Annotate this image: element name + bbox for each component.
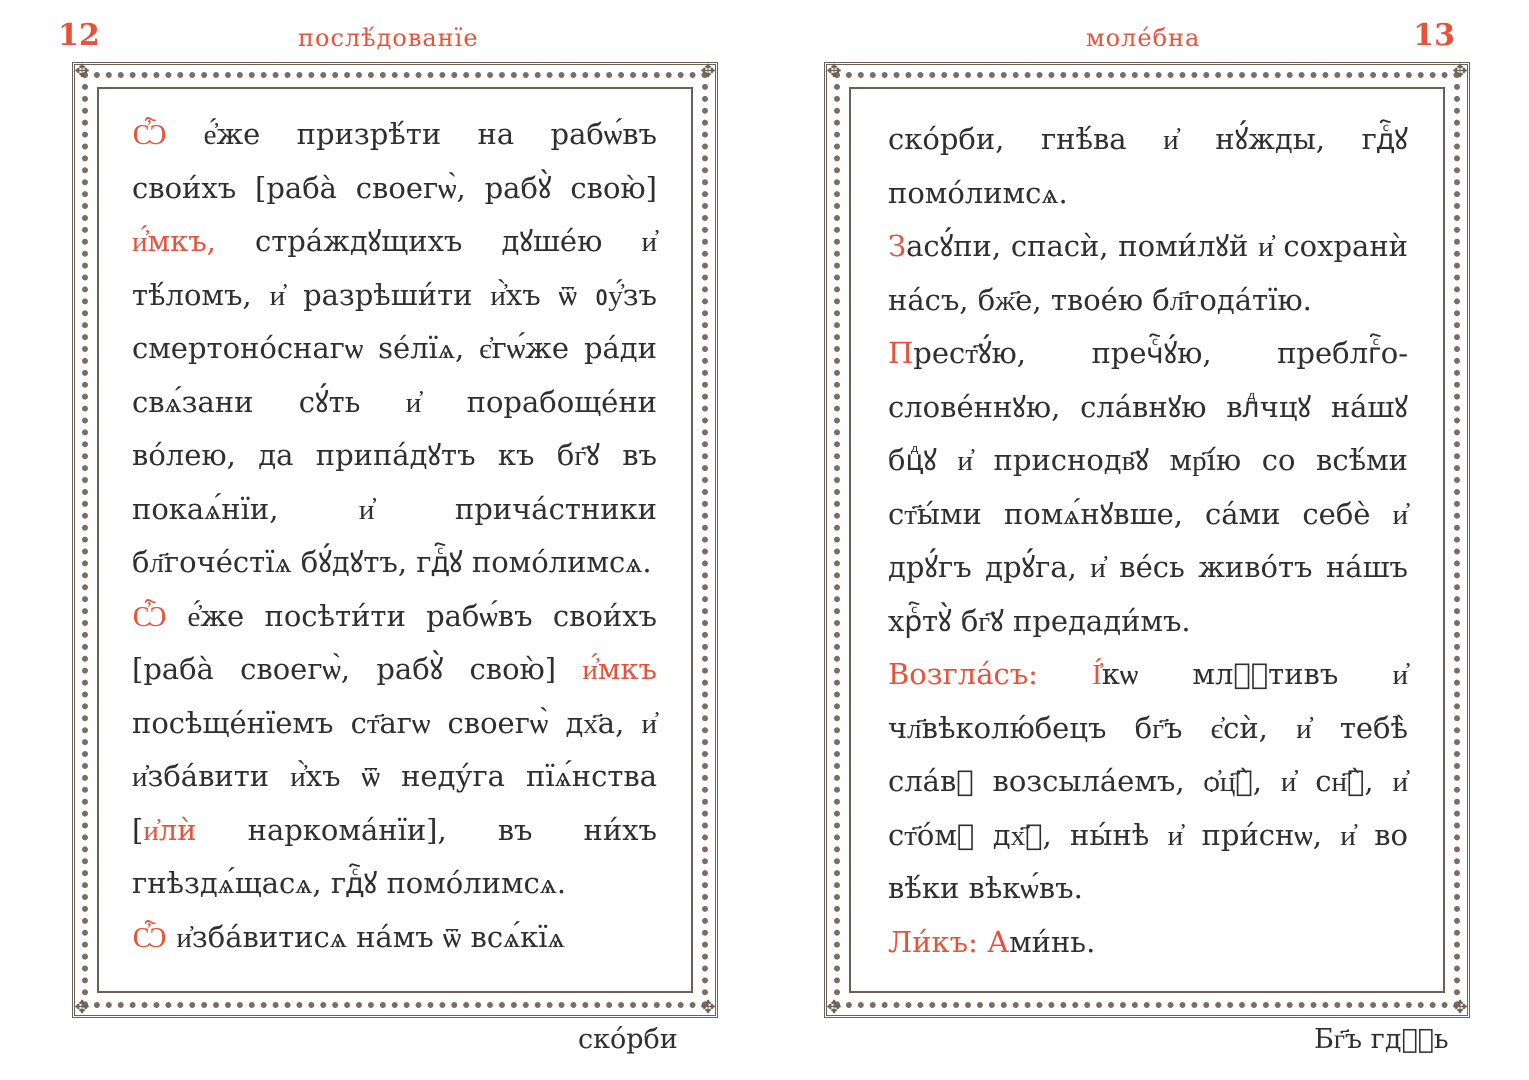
exclamation-paragraph: Возгла́съ: І҆́кѡ млⷭ҇тивъ и҆ чл҃вѣколю́бецъ бг҃ъ є҆сѝ, и҆ тебѣ̀ сла́вꙋ возсыла́емъ, ѻ҆ц҃ꙋ̀, и҆ сн҃ꙋ̀, и҆ ст҃о́мꙋ дх҃ꙋ, ны́нѣ и҆ при́снѡ, и҆ во вѣ́ки вѣкѡ́въ. xyxy=(888,657,1408,905)
prayer-paragraph: Прест҃ꙋ́ю, пречⷭ҇ꙋ́ю, преблгⷭ҇о-слове́ннꙋю, сла́внꙋю влⷣчцꙋ на́шꙋ бцⷣꙋ и҆ приснодв҃ꙋ мр҃і́ю со всѣ́ми ст҃ы́ми помѧ́нꙋвше, са́ми себѐ и҆ дрꙋ́гъ дрꙋ́га, и҆ ве́сь живо́тъ на́шъ хрⷭ҇тꙋ̀ бг҃ꙋ предади́мъ. xyxy=(888,336,1408,638)
corner-ornament-icon: ✥ xyxy=(826,997,842,1018)
petition-paragraph: Ѽ е҆́же призрѣ́ти на рабѡ́въ свои́хъ [раба̀ своегѡ̀, рабꙋ̀ свою̀] и҆́мкъ, стра́ждꙋщихъ дꙋше́ю и҆ тѣ́ломъ, и҆ разрѣши́ти и҆̀хъ ѿ ᲂу҆́зъ смертоно́снагѡ ѕе́лїѧ, є҆гѡ́же ра́ди свѧ́зани сꙋ́ть и҆ порабоще́ни во́лею, да припа́дꙋтъ къ бг҃ꙋ въ покаѧ́нїи, и҆ прича́стники бл҃гоче́стїѧ бꙋ́дꙋтъ, гдⷭ҇ꙋ помо́лимсѧ. xyxy=(132,117,657,579)
running-head: послѣ́дованїе xyxy=(298,24,479,52)
catchword: ско́рби xyxy=(578,1024,678,1055)
corner-ornament-icon: ✥ xyxy=(700,997,716,1018)
corner-ornament-icon: ✥ xyxy=(700,61,716,82)
corner-ornament-icon: ✥ xyxy=(74,61,90,82)
body-text xyxy=(888,113,1408,969)
continuation-paragraph: ско́рби, гнѣ́ва и҆ нꙋ́жды, гдⷭ҇ꙋ помо́лимсѧ. xyxy=(888,122,1408,210)
page-number: 12 xyxy=(58,18,100,53)
running-head: моле́бна xyxy=(1086,24,1201,52)
corner-ornament-icon: ✥ xyxy=(826,61,842,82)
corner-ornament-icon: ✥ xyxy=(74,997,90,1018)
catchword: Бг҃ъ гдⷭ҇ь xyxy=(1314,1024,1449,1055)
page-number: 13 xyxy=(1413,18,1455,53)
left-page xyxy=(0,0,764,1080)
prayer-paragraph: Засꙋ́пи, спасѝ, поми́лꙋй и҆ сохранѝ на́съ, бж҃е, твое́ю бл҃года́тїю. xyxy=(888,229,1408,317)
choir-paragraph: Ли́къ: Ами́нь. xyxy=(888,924,1096,959)
right-page xyxy=(764,0,1529,1080)
corner-ornament-icon: ✥ xyxy=(1452,997,1468,1018)
corner-ornament-icon: ✥ xyxy=(1452,61,1468,82)
petition-paragraph: Ѽ и҆зба́витисѧ на́мъ ѿ всѧ́кїѧ xyxy=(132,919,565,954)
petition-paragraph: Ѽ е҆́же посѣти́ти рабѡ́въ свои́хъ [раба̀ своегѡ̀, рабꙋ̀ свою̀] и҆́мкъ посѣще́нїемъ ст҃агѡ своегѡ̀ дх҃а, и҆ и҆зба́вити и҆̀хъ ѿ неду́га пїѧ́нства [и҆лѝ наркома́нїи], въ ни́хъ гнѣздѧ́щасѧ, гдⷭ҇ꙋ помо́лимсѧ. xyxy=(132,598,657,900)
body-text xyxy=(132,108,657,964)
